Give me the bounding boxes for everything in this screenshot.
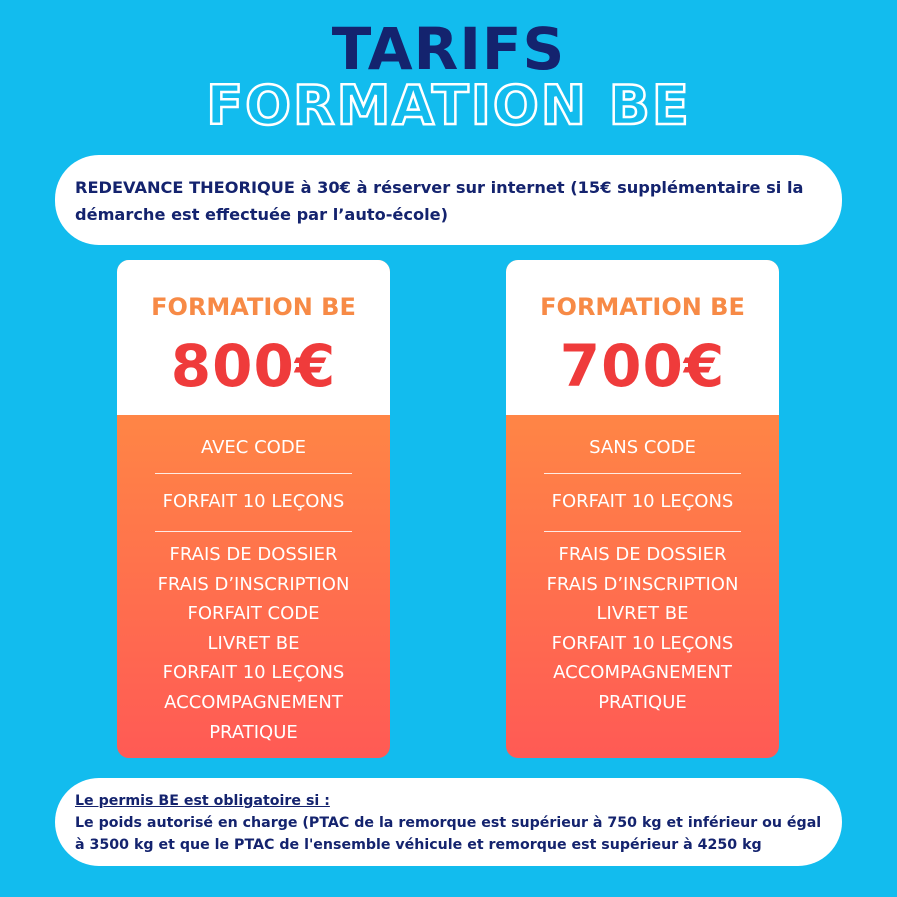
card-label: FORMATION BE (540, 293, 745, 321)
card-lesson-package: FORFAIT 10 LEÇONS (162, 491, 345, 512)
licence-requirement-notice (55, 778, 842, 866)
list-item: FORFAIT 10 LEÇONS (551, 632, 734, 654)
divider (155, 473, 352, 474)
page-title: TARIFS (331, 15, 566, 83)
card-included-list (506, 540, 779, 718)
card-price: 700€ (559, 332, 726, 400)
list-item: LIVRET BE (207, 632, 300, 654)
card-included-list (117, 540, 390, 747)
list-item: PRATIQUE (209, 721, 298, 743)
list-item: FRAIS D’INSCRIPTION (157, 573, 350, 595)
divider (544, 531, 741, 532)
divider (155, 531, 352, 532)
pricing-card-without-code (506, 260, 779, 758)
requirement-text: Le poids autorisé en charge (PTAC de la remorque est supérieur à 750 kg et inférieur ou égal à 3500 kg et que le PTAC de l'ensemble véhicule et remorque est supérieur à 4250 kg (75, 815, 822, 853)
card-header (506, 260, 779, 415)
card-body (506, 415, 779, 758)
theory-fee-text: REDEVANCE THEORIQUE à 30€ à réserver sur internet (15€ supplémentaire si la démarche est effectuée par l’auto-école) (75, 178, 804, 224)
list-item: FORFAIT 10 LEÇONS (162, 662, 345, 684)
pricing-card-with-code (117, 260, 390, 758)
card-code-option: SANS CODE (589, 437, 696, 458)
list-item: ACCOMPAGNEMENT (164, 691, 343, 713)
card-code-option: AVEC CODE (200, 437, 307, 458)
divider (544, 473, 741, 474)
theory-fee-notice (55, 155, 842, 245)
list-item: LIVRET BE (596, 603, 689, 625)
card-body (117, 415, 390, 758)
list-item: FRAIS D’INSCRIPTION (546, 573, 739, 595)
card-header (117, 260, 390, 415)
card-lesson-package: FORFAIT 10 LEÇONS (551, 491, 734, 512)
list-item: FRAIS DE DOSSIER (169, 544, 338, 565)
list-item: ACCOMPAGNEMENT (553, 662, 732, 684)
requirement-heading: Le permis BE est obligatoire si : (75, 793, 330, 809)
card-label: FORMATION BE (151, 293, 356, 321)
list-item: PRATIQUE (598, 691, 687, 713)
card-price: 800€ (170, 332, 337, 400)
list-item: FORFAIT CODE (187, 603, 320, 625)
list-item: FRAIS DE DOSSIER (558, 544, 727, 565)
page-subtitle: FORMATION BE (206, 74, 691, 137)
